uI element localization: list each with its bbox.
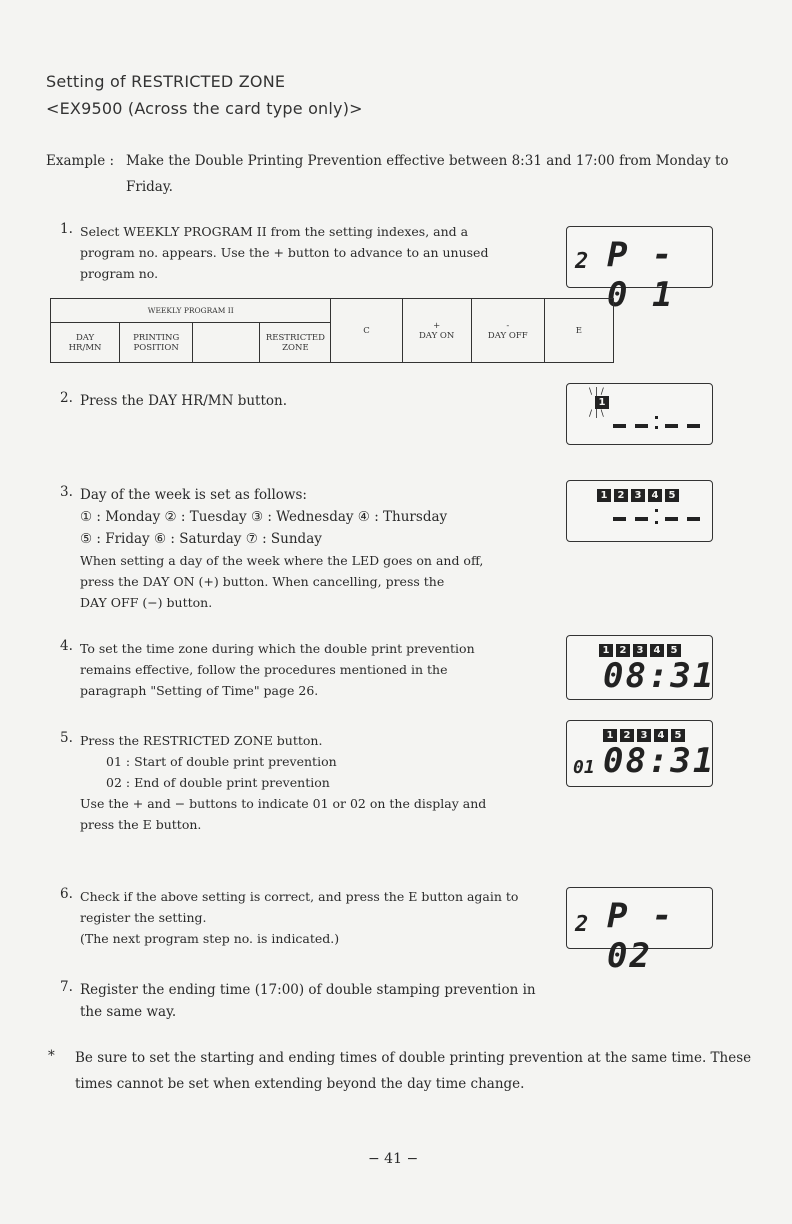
day-indicator-4: 4 — [650, 644, 664, 657]
lcd-display-day-blink — [566, 383, 713, 445]
day-off-label: DAY OFF — [487, 330, 528, 341]
step-7-number: 7. — [60, 979, 73, 995]
day-hrmn-label-2: HR/MN — [68, 342, 102, 353]
step-1-line: program no. appears. Use the + button to advance to an unused — [80, 245, 489, 260]
step-6-line: Check if the above setting is correct, and press the E button again to — [80, 889, 519, 904]
segment-dash — [613, 424, 626, 428]
day-hrmn-button[interactable] — [51, 323, 120, 363]
lcd-display-program-01 — [566, 226, 713, 315]
segment-dash — [687, 424, 700, 428]
display-time: 08:31 — [603, 656, 716, 696]
page-number: − 41 − — [368, 1151, 419, 1167]
restricted-zone-button[interactable] — [260, 323, 331, 363]
step-3-line: ⑤ : Friday ⑥ : Saturday ⑦ : Sunday — [80, 531, 322, 547]
day-indicator-3: 3 — [637, 729, 651, 742]
day-indicator-3: 3 — [633, 644, 647, 657]
day-indicator-3: 3 — [631, 489, 645, 502]
step-3-line: When setting a day of the week where the LED goes on and off, — [80, 553, 484, 568]
day-indicator-2: 2 — [620, 729, 634, 742]
day-indicator-2: 2 — [614, 489, 628, 502]
day-indicator-5: 5 — [665, 489, 679, 502]
plus-label: + — [433, 320, 441, 331]
button-panel-table — [50, 298, 614, 363]
blank-button — [193, 323, 260, 363]
colon-dot — [655, 521, 658, 524]
c-button[interactable]: C — [331, 299, 402, 363]
display-left-digit: 2 — [575, 912, 589, 937]
display-main-text: P - 0 1 — [607, 235, 675, 315]
step-3-line: press the DAY ON (+) button. When cancelling, press the — [80, 574, 445, 589]
day-indicator-4: 4 — [654, 729, 668, 742]
weekly-program-group-label: WEEKLY PROGRAM II — [51, 299, 331, 323]
display-main-text: P - 02 — [607, 896, 675, 976]
example-text-line2: Friday. — [126, 179, 173, 195]
colon-dot — [655, 509, 658, 512]
step-2-number: 2. — [60, 390, 73, 406]
step-3-number: 3. — [60, 484, 73, 500]
segment-dash — [665, 424, 678, 428]
e-button[interactable]: E — [544, 299, 613, 363]
day-indicator-1: 1 — [599, 644, 613, 657]
step-5-number: 5. — [60, 730, 73, 746]
step-5-line: Use the + and − buttons to indicate 01 or 02 on the display and — [80, 796, 487, 811]
day-indicator-5: 5 — [671, 729, 685, 742]
step-1-line: program no. — [80, 266, 159, 281]
example-label: Example : — [46, 153, 115, 169]
printing-label-2: POSITION — [133, 342, 179, 353]
day-indicator-5: 5 — [667, 644, 681, 657]
step-6-text — [80, 886, 518, 949]
day-indicator-4: 4 — [648, 489, 662, 502]
colon-dot — [655, 426, 658, 429]
segment-dash — [635, 517, 648, 521]
lcd-display-zone-01 — [566, 720, 716, 787]
day-off-button[interactable] — [471, 299, 544, 363]
step-5-text — [80, 730, 486, 835]
step-7-line: the same way. — [80, 1004, 177, 1020]
day-on-label: DAY ON — [418, 330, 455, 341]
note-text — [75, 1045, 751, 1097]
example-text-line1: Make the Double Printing Prevention effective between 8:31 and 17:00 from Monday to — [126, 153, 729, 169]
step-1-number: 1. — [60, 221, 73, 237]
display-left-digit: 2 — [575, 249, 589, 274]
step-7-line: Register the ending time (17:00) of double stamping prevention in — [80, 982, 536, 998]
step-7-text — [80, 979, 536, 1023]
step-4-line: paragraph "Setting of Time" page 26. — [80, 683, 319, 698]
step-4-number: 4. — [60, 638, 73, 654]
step-4-line: To set the time zone during which the double print prevention — [80, 641, 475, 656]
step-5-line: 02 : End of double print prevention — [106, 775, 330, 790]
display-time: 08:31 — [603, 741, 716, 781]
day-indicator-1: 1 — [603, 729, 617, 742]
note-line: times cannot be set when extending beyond the day time change. — [75, 1076, 525, 1092]
colon-dot — [655, 416, 658, 419]
step-1-line: Select WEEKLY PROGRAM II from the setting indexes, and a — [80, 224, 469, 239]
section-title: Setting of RESTRICTED ZONE — [46, 72, 286, 91]
printing-position-button[interactable] — [120, 323, 193, 363]
day-indicator-1: 1 — [595, 396, 609, 409]
day-on-button[interactable] — [402, 299, 471, 363]
note-line: Be sure to set the starting and ending times of double printing prevention at the same time. These — [75, 1050, 752, 1066]
day-indicator-1: 1 — [597, 489, 611, 502]
restricted-label-1: RESTRICTED — [265, 332, 325, 343]
restricted-label-2: ZONE — [282, 342, 309, 353]
step-4-text — [80, 638, 475, 701]
step-3-line: DAY OFF (−) button. — [80, 595, 213, 610]
step-1-text — [80, 221, 488, 284]
step-5-line: 01 : Start of double print prevention — [106, 754, 337, 769]
step-3-line: ① : Monday ② : Tuesday ③ : Wednesday ④ : Thursday — [80, 509, 448, 525]
blink-rays-icon: / | \ — [589, 409, 604, 419]
segment-dash — [687, 517, 700, 521]
step-6-line: (The next program step no. is indicated.) — [80, 931, 340, 946]
step-5-line: Press the RESTRICTED ZONE button. — [80, 733, 323, 748]
step-3-text — [80, 484, 483, 613]
zone-number: 01 — [573, 757, 595, 778]
segment-dash — [635, 424, 648, 428]
step-4-line: remains effective, follow the procedures mentioned in the — [80, 662, 448, 677]
note-marker: * — [48, 1048, 55, 1064]
lcd-display-time-0831 — [566, 635, 716, 700]
minus-label: - — [506, 320, 510, 331]
lcd-display-program-02 — [566, 887, 713, 976]
day-hrmn-label-1: DAY — [75, 332, 95, 343]
step-6-line: register the setting. — [80, 910, 207, 925]
printing-label-1: PRINTING — [133, 332, 180, 343]
segment-dash — [665, 517, 678, 521]
step-5-line: press the E button. — [80, 817, 202, 832]
step-2-text: Press the DAY HR/MN button. — [80, 393, 288, 409]
step-3-line: Day of the week is set as follows: — [80, 487, 307, 503]
lcd-display-days-set — [566, 480, 713, 542]
section-subtitle: <EX9500 (Across the card type only)> — [46, 99, 363, 118]
segment-dash — [613, 517, 626, 521]
day-indicator-2: 2 — [616, 644, 630, 657]
blink-rays-icon: \ | / — [589, 387, 604, 397]
step-6-number: 6. — [60, 886, 73, 902]
